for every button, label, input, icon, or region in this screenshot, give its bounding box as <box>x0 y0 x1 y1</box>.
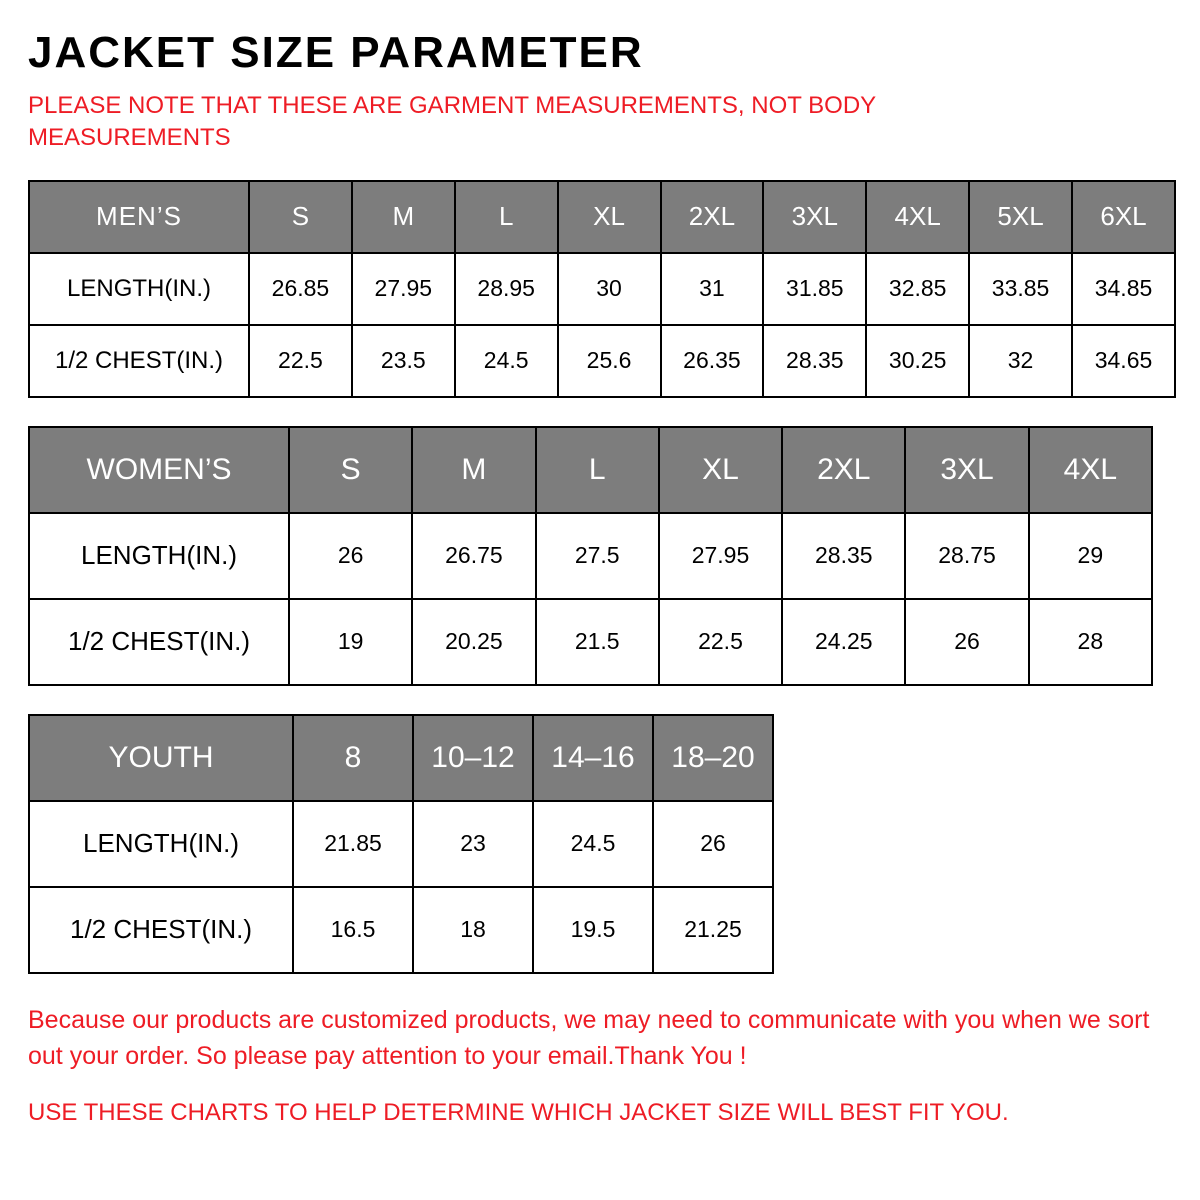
table-cell: 31.85 <box>763 253 866 325</box>
table-cell: 16.5 <box>293 887 413 973</box>
row-label: LENGTH(IN.) <box>29 513 289 599</box>
table-row <box>29 325 1175 397</box>
table-cell: 22.5 <box>249 325 352 397</box>
customization-note: Because our products are customized products, we may need to communicate with you when we sort out your order. So please pay attention to your email.Thank You ! <box>28 1005 1150 1070</box>
table-cell: 31 <box>661 253 764 325</box>
table-cell: 19.5 <box>533 887 653 973</box>
page-title: JACKET SIZE PARAMETER <box>28 28 644 77</box>
table-row <box>29 887 773 973</box>
table-cell: 21.85 <box>293 801 413 887</box>
header-cell-size: 4XL <box>866 181 969 253</box>
chart-usage-note: USE THESE CHARTS TO HELP DETERMINE WHICH JACKET SIZE WILL BEST FIT YOU. <box>28 1099 1009 1127</box>
table-cell: 19 <box>289 599 412 685</box>
header-cell-size: XL <box>558 181 661 253</box>
youth-size-table <box>28 714 774 974</box>
table-cell: 21.5 <box>536 599 659 685</box>
table-cell: 27.5 <box>536 513 659 599</box>
table-cell: 21.25 <box>653 887 773 973</box>
table-cell: 24.25 <box>782 599 905 685</box>
row-label: LENGTH(IN.) <box>29 253 249 325</box>
row-label: LENGTH(IN.) <box>29 801 293 887</box>
header-cell-size: S <box>289 427 412 513</box>
header-cell-size: M <box>412 427 535 513</box>
header-cell-size: 10–12 <box>413 715 533 801</box>
row-label: 1/2 CHEST(IN.) <box>29 599 289 685</box>
header-cell-size: 6XL <box>1072 181 1175 253</box>
table-cell: 18 <box>413 887 533 973</box>
header-cell-size: 5XL <box>969 181 1072 253</box>
table-cell: 26.35 <box>661 325 764 397</box>
table-cell: 28 <box>1029 599 1152 685</box>
header-cell-size: 8 <box>293 715 413 801</box>
header-cell-size: 3XL <box>905 427 1028 513</box>
table-cell: 23 <box>413 801 533 887</box>
table-cell: 32.85 <box>866 253 969 325</box>
mens-size-table <box>28 180 1176 398</box>
table-header-row <box>29 181 1175 253</box>
table-cell: 26 <box>653 801 773 887</box>
table-cell: 34.85 <box>1072 253 1175 325</box>
table-header-row <box>29 427 1152 513</box>
header-cell-size: 2XL <box>661 181 764 253</box>
table-cell: 30.25 <box>866 325 969 397</box>
womens-size-table <box>28 426 1153 686</box>
header-cell-category: WOMEN’S <box>29 427 289 513</box>
table-cell: 25.6 <box>558 325 661 397</box>
row-label: 1/2 CHEST(IN.) <box>29 325 249 397</box>
table-cell: 24.5 <box>455 325 558 397</box>
header-cell-size: 18–20 <box>653 715 773 801</box>
table-cell: 27.95 <box>659 513 782 599</box>
header-cell-size: L <box>536 427 659 513</box>
table-row <box>29 599 1152 685</box>
header-cell-size: 3XL <box>763 181 866 253</box>
row-label: 1/2 CHEST(IN.) <box>29 887 293 973</box>
header-cell-size: L <box>455 181 558 253</box>
footer-notes <box>28 1002 1158 1131</box>
table-cell: 23.5 <box>352 325 455 397</box>
table-cell: 28.95 <box>455 253 558 325</box>
table-cell: 28.35 <box>763 325 866 397</box>
table-cell: 29 <box>1029 513 1152 599</box>
table-row <box>29 253 1175 325</box>
header-cell-size: S <box>249 181 352 253</box>
table-cell: 26.85 <box>249 253 352 325</box>
table-row <box>29 801 773 887</box>
table-cell: 30 <box>558 253 661 325</box>
table-cell: 34.65 <box>1072 325 1175 397</box>
table-cell: 20.25 <box>412 599 535 685</box>
header-cell-size: XL <box>659 427 782 513</box>
table-cell: 24.5 <box>533 801 653 887</box>
table-cell: 26.75 <box>412 513 535 599</box>
table-cell: 33.85 <box>969 253 1072 325</box>
measurement-note: PLEASE NOTE THAT THESE ARE GARMENT MEASUREMENTS, NOT BODY MEASUREMENTS <box>28 92 876 151</box>
table-cell: 32 <box>969 325 1072 397</box>
header-cell-category: MEN’S <box>29 181 249 253</box>
table-header-row <box>29 715 773 801</box>
header-cell-size: 14–16 <box>533 715 653 801</box>
header-cell-size: M <box>352 181 455 253</box>
table-cell: 26 <box>905 599 1028 685</box>
header-cell-size: 4XL <box>1029 427 1152 513</box>
table-cell: 26 <box>289 513 412 599</box>
table-cell: 28.75 <box>905 513 1028 599</box>
table-cell: 22.5 <box>659 599 782 685</box>
table-cell: 27.95 <box>352 253 455 325</box>
table-row <box>29 513 1152 599</box>
header-cell-size: 2XL <box>782 427 905 513</box>
header-cell-category: YOUTH <box>29 715 293 801</box>
table-cell: 28.35 <box>782 513 905 599</box>
